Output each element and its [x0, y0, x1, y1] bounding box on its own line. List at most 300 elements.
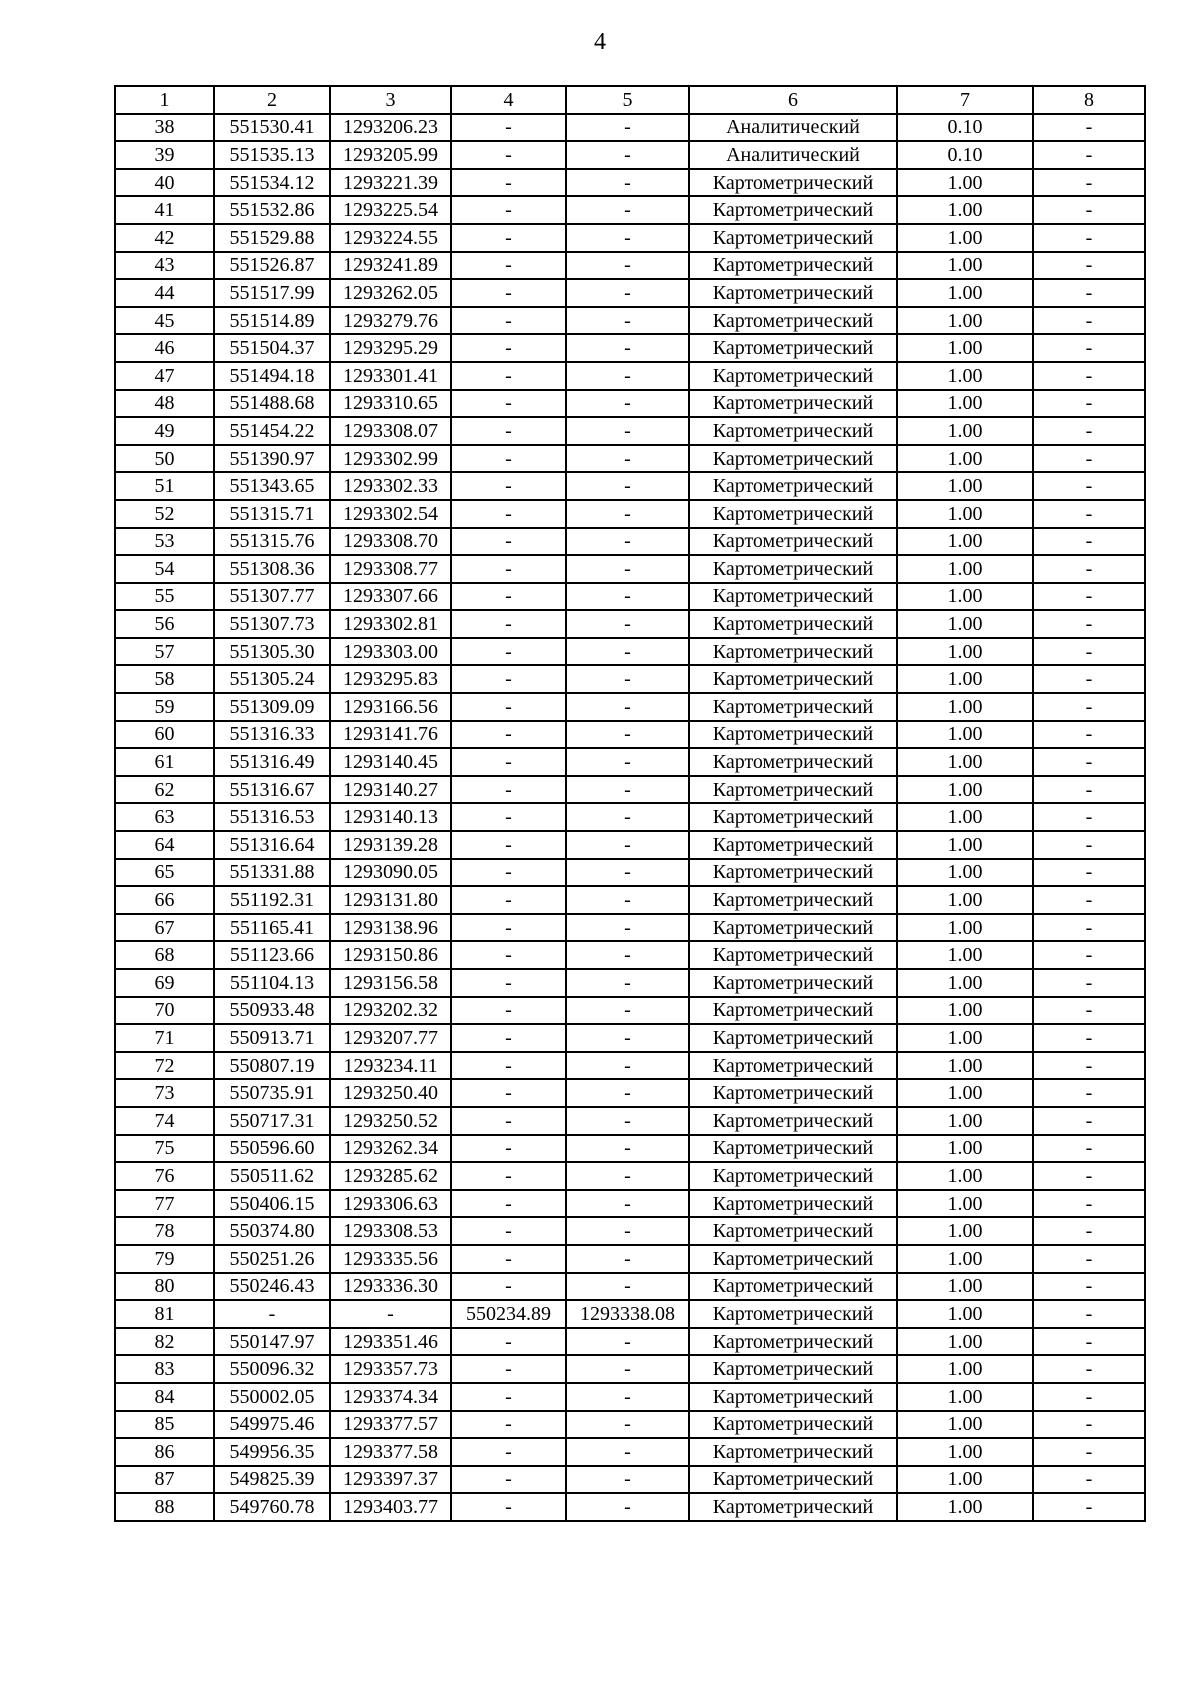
table-row	[115, 1355, 1145, 1383]
table-cell-col-8: -	[1033, 941, 1145, 969]
table-cell-col-4: -	[451, 1355, 566, 1383]
table-cell-col-4: -	[451, 997, 566, 1025]
table-cell-col-2: 551305.30	[214, 638, 330, 666]
table-cell-col-4: -	[451, 1273, 566, 1301]
table-cell-col-5: -	[566, 1383, 689, 1411]
table-row	[115, 803, 1145, 831]
table-cell-col-7: 1.00	[897, 1245, 1033, 1273]
table-row	[115, 196, 1145, 224]
table-cell-col-3: 1293308.53	[330, 1217, 451, 1245]
table-cell-col-2: 551331.88	[214, 859, 330, 887]
table-cell-col-3: 1293351.46	[330, 1328, 451, 1356]
table-cell-col-1: 39	[115, 141, 214, 169]
table-cell-col-2: 550807.19	[214, 1052, 330, 1080]
table-cell-col-5: -	[566, 997, 689, 1025]
table-cell-col-8: -	[1033, 1052, 1145, 1080]
table-cell-col-8: -	[1033, 1328, 1145, 1356]
table-cell-col-7: 1.00	[897, 997, 1033, 1025]
table-cell-col-7: 1.00	[897, 1438, 1033, 1466]
table-cell-col-5: -	[566, 472, 689, 500]
table-cell-col-7: 1.00	[897, 969, 1033, 997]
table-cell-col-5: -	[566, 555, 689, 583]
table-cell-col-2: 550251.26	[214, 1245, 330, 1273]
table-cell-col-7: 1.00	[897, 914, 1033, 942]
table-cell-col-6: Картометрический	[689, 417, 897, 445]
table-row	[115, 1107, 1145, 1135]
table-row	[115, 1217, 1145, 1245]
table-cell-col-1: 47	[115, 362, 214, 390]
table-row	[115, 721, 1145, 749]
table-cell-col-2: 551316.53	[214, 803, 330, 831]
table-cell-col-2: 550002.05	[214, 1383, 330, 1411]
table-cell-col-4: -	[451, 500, 566, 528]
table-row	[115, 748, 1145, 776]
table-cell-col-5: -	[566, 252, 689, 280]
table-cell-col-3: 1293308.77	[330, 555, 451, 583]
table-cell-col-5: -	[566, 334, 689, 362]
table-cell-col-5: -	[566, 914, 689, 942]
table-cell-col-7: 1.00	[897, 224, 1033, 252]
table-cell-col-7: 1.00	[897, 1107, 1033, 1135]
table-cell-col-8: -	[1033, 748, 1145, 776]
table-cell-col-3: 1293207.77	[330, 1024, 451, 1052]
table-cell-col-2: 551316.64	[214, 831, 330, 859]
table-row	[115, 1300, 1145, 1328]
table-cell-col-5: -	[566, 886, 689, 914]
table-cell-col-1: 66	[115, 886, 214, 914]
table-cell-col-4: -	[451, 307, 566, 335]
table-cell-col-8: -	[1033, 472, 1145, 500]
table-cell-col-5: -	[566, 583, 689, 611]
table-cell-col-8: -	[1033, 500, 1145, 528]
table-cell-col-4: -	[451, 969, 566, 997]
table-cell-col-6: Картометрический	[689, 1245, 897, 1273]
table-row	[115, 1438, 1145, 1466]
table-cell-col-4: -	[451, 472, 566, 500]
table-cell-col-1: 52	[115, 500, 214, 528]
table-cell-col-7: 1.00	[897, 886, 1033, 914]
table-cell-col-4: -	[451, 1245, 566, 1273]
table-cell-col-1: 41	[115, 196, 214, 224]
table-cell-col-2: 549825.39	[214, 1466, 330, 1494]
table-row	[115, 969, 1145, 997]
table-cell-col-2: 551530.41	[214, 114, 330, 142]
table-cell-col-6: Картометрический	[689, 721, 897, 749]
page-number: 4	[594, 29, 606, 55]
table-cell-col-2: 551305.24	[214, 665, 330, 693]
table-cell-col-4: -	[451, 610, 566, 638]
table-cell-col-1: 57	[115, 638, 214, 666]
table-cell-col-3: 1293403.77	[330, 1493, 451, 1521]
table-cell-col-1: 50	[115, 445, 214, 473]
table-cell-col-7: 1.00	[897, 721, 1033, 749]
table-cell-col-1: 86	[115, 1438, 214, 1466]
table-cell-col-5: -	[566, 1190, 689, 1218]
table-cell-col-3: 1293303.00	[330, 638, 451, 666]
table-cell-col-3: -	[330, 1300, 451, 1328]
table-cell-col-7: 1.00	[897, 1135, 1033, 1163]
table-cell-col-8: -	[1033, 1383, 1145, 1411]
table-cell-col-5: -	[566, 610, 689, 638]
table-cell-col-8: -	[1033, 1217, 1145, 1245]
table-cell-col-7: 1.00	[897, 528, 1033, 556]
table-cell-col-5: -	[566, 665, 689, 693]
table-cell-col-5: -	[566, 279, 689, 307]
table-cell-col-2: 550374.80	[214, 1217, 330, 1245]
table-cell-col-3: 1293295.83	[330, 665, 451, 693]
table-cell-col-2: 551316.33	[214, 721, 330, 749]
table-cell-col-7: 1.00	[897, 362, 1033, 390]
table-cell-col-1: 74	[115, 1107, 214, 1135]
table-cell-col-4: -	[451, 583, 566, 611]
table-cell-col-1: 73	[115, 1079, 214, 1107]
table-row	[115, 997, 1145, 1025]
table-cell-col-3: 1293140.45	[330, 748, 451, 776]
table-cell-col-4: -	[451, 914, 566, 942]
table-cell-col-3: 1293302.81	[330, 610, 451, 638]
table-cell-col-6: Картометрический	[689, 334, 897, 362]
table-cell-col-2: 551192.31	[214, 886, 330, 914]
table-cell-col-4: -	[451, 252, 566, 280]
table-cell-col-7: 1.00	[897, 1383, 1033, 1411]
table-cell-col-4: 550234.89	[451, 1300, 566, 1328]
table-cell-col-3: 1293206.23	[330, 114, 451, 142]
table-cell-col-1: 64	[115, 831, 214, 859]
table-cell-col-2: 550735.91	[214, 1079, 330, 1107]
table-row	[115, 252, 1145, 280]
table-cell-col-1: 84	[115, 1383, 214, 1411]
table-cell-col-7: 1.00	[897, 859, 1033, 887]
table-cell-col-1: 65	[115, 859, 214, 887]
table-cell-col-3: 1293377.58	[330, 1438, 451, 1466]
table-cell-col-8: -	[1033, 1079, 1145, 1107]
table-cell-col-3: 1293156.58	[330, 969, 451, 997]
table-cell-col-8: -	[1033, 721, 1145, 749]
table-cell-col-8: -	[1033, 1245, 1145, 1273]
coordinates-table	[114, 85, 1146, 1522]
table-cell-col-2: 551343.65	[214, 472, 330, 500]
table-cell-col-3: 1293336.30	[330, 1273, 451, 1301]
table-row	[115, 141, 1145, 169]
table-cell-col-7: 1.00	[897, 748, 1033, 776]
table-cell-col-6: Картометрический	[689, 1300, 897, 1328]
table-cell-col-5: -	[566, 528, 689, 556]
table-row	[115, 1052, 1145, 1080]
table-cell-col-6: Картометрический	[689, 1024, 897, 1052]
table-cell-col-7: 1.00	[897, 1355, 1033, 1383]
table-cell-col-7: 1.00	[897, 1300, 1033, 1328]
table-cell-col-2: 551390.97	[214, 445, 330, 473]
table-cell-col-7: 1.00	[897, 500, 1033, 528]
table-cell-col-2: 551315.71	[214, 500, 330, 528]
table-cell-col-2: 551308.36	[214, 555, 330, 583]
table-cell-col-1: 43	[115, 252, 214, 280]
table-cell-col-4: -	[451, 803, 566, 831]
table-row	[115, 224, 1145, 252]
table-cell-col-6: Картометрический	[689, 445, 897, 473]
table-cell-col-2: 551529.88	[214, 224, 330, 252]
table-cell-col-5: -	[566, 141, 689, 169]
table-cell-col-3: 1293357.73	[330, 1355, 451, 1383]
table-cell-col-1: 55	[115, 583, 214, 611]
table-cell-col-2: 551488.68	[214, 390, 330, 418]
table-cell-col-6: Картометрический	[689, 472, 897, 500]
table-row	[115, 472, 1145, 500]
table-cell-col-5: -	[566, 1355, 689, 1383]
table-cell-col-5: -	[566, 721, 689, 749]
table-cell-col-2: 549760.78	[214, 1493, 330, 1521]
table-cell-col-6: Картометрический	[689, 1190, 897, 1218]
table-cell-col-4: -	[451, 831, 566, 859]
table-cell-col-1: 88	[115, 1493, 214, 1521]
table-cell-col-6: Картометрический	[689, 1355, 897, 1383]
table-row	[115, 445, 1145, 473]
table-cell-col-4: -	[451, 1135, 566, 1163]
table-cell-col-5: -	[566, 169, 689, 197]
table-cell-col-8: -	[1033, 1135, 1145, 1163]
table-cell-col-3: 1293310.65	[330, 390, 451, 418]
table-cell-col-4: -	[451, 941, 566, 969]
table-cell-col-8: -	[1033, 638, 1145, 666]
table-cell-col-7: 0.10	[897, 114, 1033, 142]
table-cell-col-7: 1.00	[897, 776, 1033, 804]
table-cell-col-7: 1.00	[897, 1079, 1033, 1107]
table-row	[115, 1135, 1145, 1163]
table-cell-col-5: -	[566, 1493, 689, 1521]
table-cell-col-6: Картометрический	[689, 969, 897, 997]
table-cell-col-1: 63	[115, 803, 214, 831]
table-cell-col-3: 1293250.40	[330, 1079, 451, 1107]
table-cell-col-1: 61	[115, 748, 214, 776]
table-cell-col-3: 1293140.27	[330, 776, 451, 804]
table-cell-col-2: 551165.41	[214, 914, 330, 942]
table-cell-col-2: 551123.66	[214, 941, 330, 969]
table-row	[115, 555, 1145, 583]
table-cell-col-4: -	[451, 1411, 566, 1439]
table-cell-col-3: 1293224.55	[330, 224, 451, 252]
table-cell-col-6: Аналитический	[689, 114, 897, 142]
table-cell-col-1: 59	[115, 693, 214, 721]
table-cell-col-4: -	[451, 1438, 566, 1466]
table-cell-col-6: Картометрический	[689, 252, 897, 280]
table-cell-col-7: 1.00	[897, 445, 1033, 473]
table-body	[115, 114, 1145, 1521]
table-cell-col-6: Картометрический	[689, 1135, 897, 1163]
table-cell-col-4: -	[451, 1162, 566, 1190]
table-cell-col-5: -	[566, 1135, 689, 1163]
table-cell-col-3: 1293141.76	[330, 721, 451, 749]
table-row	[115, 114, 1145, 142]
table-cell-col-2: 549956.35	[214, 1438, 330, 1466]
table-cell-col-3: 1293374.34	[330, 1383, 451, 1411]
table-cell-col-1: 62	[115, 776, 214, 804]
table-row	[115, 1466, 1145, 1494]
table-cell-col-2: 550596.60	[214, 1135, 330, 1163]
table-cell-col-4: -	[451, 1328, 566, 1356]
table-row	[115, 859, 1145, 887]
table-cell-col-5: -	[566, 114, 689, 142]
table-cell-col-6: Картометрический	[689, 886, 897, 914]
column-header-3: 3	[330, 86, 451, 114]
table-cell-col-5: -	[566, 638, 689, 666]
table-cell-col-2: 551534.12	[214, 169, 330, 197]
table-cell-col-7: 0.10	[897, 141, 1033, 169]
table-cell-col-4: -	[451, 776, 566, 804]
table-cell-col-6: Картометрический	[689, 1052, 897, 1080]
table-cell-col-4: -	[451, 1079, 566, 1107]
table-cell-col-4: -	[451, 1493, 566, 1521]
table-cell-col-8: -	[1033, 1162, 1145, 1190]
table-cell-col-4: -	[451, 555, 566, 583]
table-cell-col-7: 1.00	[897, 252, 1033, 280]
table-cell-col-1: 67	[115, 914, 214, 942]
table-cell-col-8: -	[1033, 1190, 1145, 1218]
table-cell-col-5: -	[566, 1466, 689, 1494]
table-row	[115, 583, 1145, 611]
column-header-7: 7	[897, 86, 1033, 114]
table-cell-col-3: 1293285.62	[330, 1162, 451, 1190]
table-cell-col-1: 40	[115, 169, 214, 197]
table-row	[115, 169, 1145, 197]
table-cell-col-2: 551526.87	[214, 252, 330, 280]
table-cell-col-7: 1.00	[897, 390, 1033, 418]
table-cell-col-3: 1293335.56	[330, 1245, 451, 1273]
table-cell-col-8: -	[1033, 1411, 1145, 1439]
table-cell-col-6: Картометрический	[689, 362, 897, 390]
table-cell-col-6: Картометрический	[689, 693, 897, 721]
table-cell-col-2: 550246.43	[214, 1273, 330, 1301]
table-cell-col-4: -	[451, 1217, 566, 1245]
table-cell-col-3: 1293279.76	[330, 307, 451, 335]
table-cell-col-6: Картометрический	[689, 665, 897, 693]
table-cell-col-2: 550913.71	[214, 1024, 330, 1052]
table-cell-col-5: -	[566, 1273, 689, 1301]
table-cell-col-4: -	[451, 362, 566, 390]
table-cell-col-8: -	[1033, 803, 1145, 831]
table-cell-col-1: 79	[115, 1245, 214, 1273]
table-cell-col-8: -	[1033, 969, 1145, 997]
table-cell-col-2: 550096.32	[214, 1355, 330, 1383]
table-cell-col-8: -	[1033, 886, 1145, 914]
table-cell-col-4: -	[451, 390, 566, 418]
table-cell-col-6: Картометрический	[689, 1383, 897, 1411]
table-cell-col-4: -	[451, 1052, 566, 1080]
table-cell-col-3: 1293397.37	[330, 1466, 451, 1494]
table-row	[115, 528, 1145, 556]
table-cell-col-6: Картометрический	[689, 1328, 897, 1356]
table-cell-col-1: 49	[115, 417, 214, 445]
table-cell-col-2: 551307.77	[214, 583, 330, 611]
table-cell-col-3: 1293262.34	[330, 1135, 451, 1163]
table-cell-col-4: -	[451, 748, 566, 776]
table-cell-col-7: 1.00	[897, 583, 1033, 611]
table-cell-col-7: 1.00	[897, 1273, 1033, 1301]
table-cell-col-6: Картометрический	[689, 859, 897, 887]
table-cell-col-5: -	[566, 776, 689, 804]
table-cell-col-8: -	[1033, 307, 1145, 335]
table-cell-col-2: 551315.76	[214, 528, 330, 556]
table-row	[115, 1493, 1145, 1521]
table-cell-col-6: Картометрический	[689, 1107, 897, 1135]
table-cell-col-6: Картометрический	[689, 169, 897, 197]
table-cell-col-5: -	[566, 1411, 689, 1439]
table-cell-col-2: 550147.97	[214, 1328, 330, 1356]
table-cell-col-3: 1293090.05	[330, 859, 451, 887]
table-cell-col-4: -	[451, 1107, 566, 1135]
table-cell-col-5: -	[566, 1245, 689, 1273]
table-cell-col-6: Аналитический	[689, 141, 897, 169]
table-cell-col-3: 1293308.70	[330, 528, 451, 556]
table-cell-col-1: 78	[115, 1217, 214, 1245]
table-cell-col-5: -	[566, 831, 689, 859]
table-cell-col-1: 54	[115, 555, 214, 583]
table-cell-col-8: -	[1033, 914, 1145, 942]
table-row	[115, 941, 1145, 969]
table-cell-col-1: 83	[115, 1355, 214, 1383]
table-cell-col-1: 42	[115, 224, 214, 252]
table-cell-col-1: 53	[115, 528, 214, 556]
table-cell-col-8: -	[1033, 1273, 1145, 1301]
table-cell-col-5: -	[566, 224, 689, 252]
table-cell-col-4: -	[451, 721, 566, 749]
table-row	[115, 693, 1145, 721]
column-header-8: 8	[1033, 86, 1145, 114]
table-cell-col-7: 1.00	[897, 279, 1033, 307]
table-row	[115, 886, 1145, 914]
table-cell-col-5: -	[566, 969, 689, 997]
table-cell-col-1: 77	[115, 1190, 214, 1218]
table-cell-col-1: 71	[115, 1024, 214, 1052]
table-cell-col-5: 1293338.08	[566, 1300, 689, 1328]
table-cell-col-7: 1.00	[897, 169, 1033, 197]
table-cell-col-8: -	[1033, 1107, 1145, 1135]
table-row	[115, 1383, 1145, 1411]
table-cell-col-5: -	[566, 748, 689, 776]
table-cell-col-3: 1293262.05	[330, 279, 451, 307]
table-cell-col-8: -	[1033, 390, 1145, 418]
table-cell-col-5: -	[566, 693, 689, 721]
table-row	[115, 1190, 1145, 1218]
table-cell-col-3: 1293138.96	[330, 914, 451, 942]
table-cell-col-1: 76	[115, 1162, 214, 1190]
table-cell-col-1: 46	[115, 334, 214, 362]
table-row	[115, 914, 1145, 942]
table-cell-col-4: -	[451, 169, 566, 197]
table-cell-col-4: -	[451, 1024, 566, 1052]
table-cell-col-6: Картометрический	[689, 528, 897, 556]
table-cell-col-3: 1293307.66	[330, 583, 451, 611]
table-cell-col-3: 1293131.80	[330, 886, 451, 914]
table-row	[115, 776, 1145, 804]
table-cell-col-5: -	[566, 1079, 689, 1107]
table-cell-col-6: Картометрический	[689, 279, 897, 307]
table-cell-col-8: -	[1033, 693, 1145, 721]
table-cell-col-3: 1293166.56	[330, 693, 451, 721]
table-cell-col-8: -	[1033, 362, 1145, 390]
table-cell-col-3: 1293234.11	[330, 1052, 451, 1080]
table-cell-col-2: 550511.62	[214, 1162, 330, 1190]
table-cell-col-7: 1.00	[897, 1466, 1033, 1494]
table-cell-col-4: -	[451, 886, 566, 914]
column-header-1: 1	[115, 86, 214, 114]
table-cell-col-6: Картометрический	[689, 196, 897, 224]
table-cell-col-1: 81	[115, 1300, 214, 1328]
table-cell-col-5: -	[566, 445, 689, 473]
table-cell-col-2: 551309.09	[214, 693, 330, 721]
table-cell-col-2: 550717.31	[214, 1107, 330, 1135]
table-cell-col-6: Картометрический	[689, 1079, 897, 1107]
table-cell-col-5: -	[566, 803, 689, 831]
